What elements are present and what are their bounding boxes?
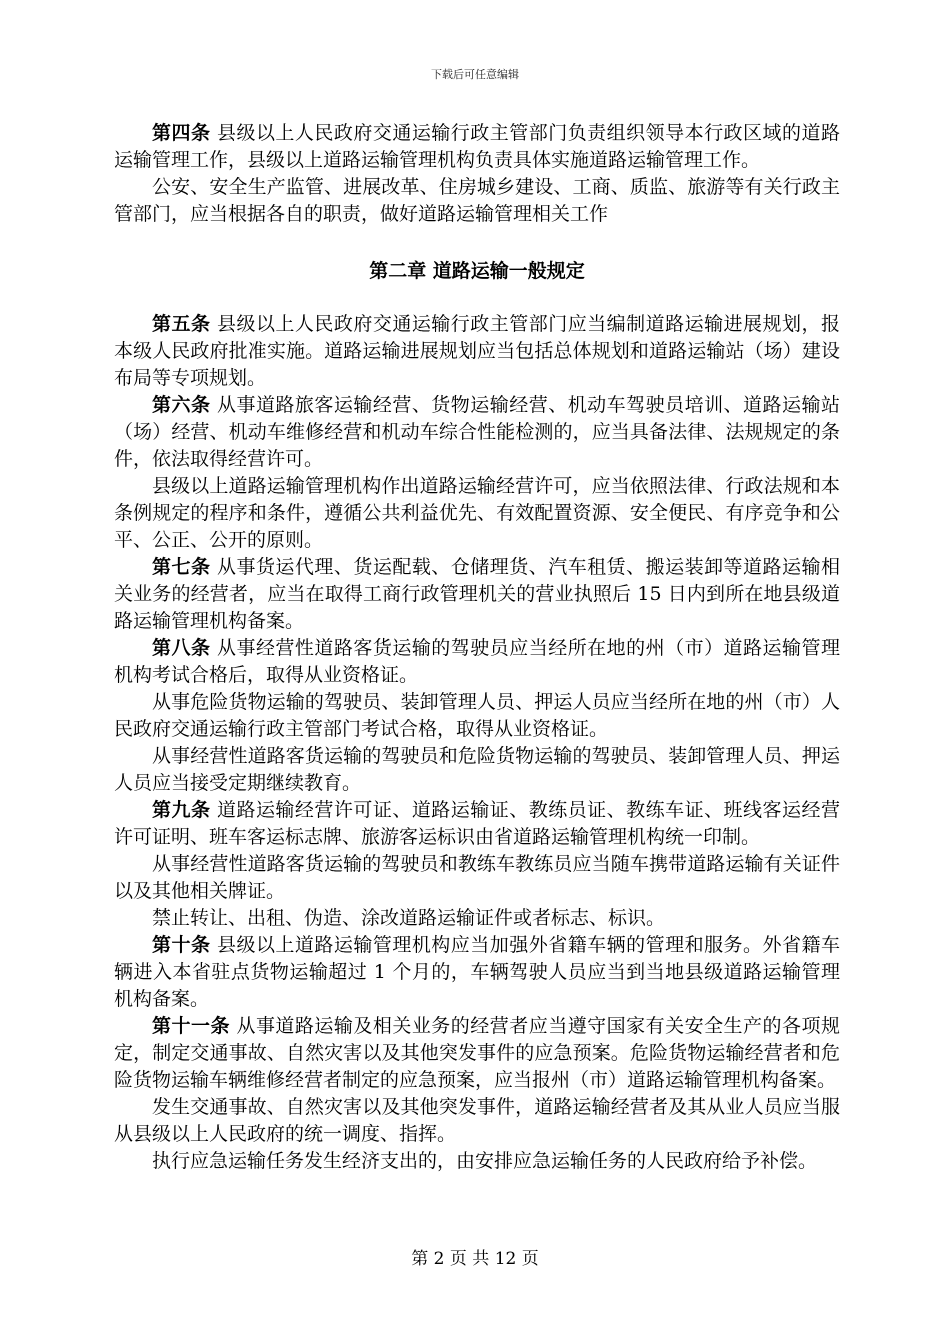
section-general-provisions xyxy=(114,120,840,228)
article-text: 从事经营性道路客货运输的驾驶员和危险货物运输的驾驶员、装卸管理人员、押运人员应当接受定期继续教育。 xyxy=(114,745,840,794)
article-paragraph xyxy=(114,797,840,851)
article-paragraph xyxy=(114,932,840,1013)
article-paragraph xyxy=(114,392,840,473)
article-number: 第八条 xyxy=(152,637,211,659)
article-paragraph xyxy=(114,851,840,905)
article-paragraph xyxy=(114,554,840,635)
article-paragraph xyxy=(114,905,840,932)
article-text: 道路运输经营许可证、道路运输证、教练员证、教练车证、班线客运经营许可证明、班车客运标志牌、旅游客运标识由省道路运输管理机构统一印制。 xyxy=(114,799,840,848)
article-number: 第九条 xyxy=(152,799,211,821)
article-text: 县级以上人民政府交通运输行政主管部门应当编制道路运输进展规划，报本级人民政府批准实施。道路运输进展规划应当包括总体规划和道路运输站（场）建设布局等专项规划。 xyxy=(114,313,840,389)
article-number: 第十条 xyxy=(152,934,211,956)
article-paragraph xyxy=(114,1094,840,1148)
article-text: 从事危险货物运输的驾驶员、装卸管理人员、押运人员应当经所在地的州（市）人民政府交通运输行政主管部门考试合格，取得从业资格证。 xyxy=(114,691,840,740)
article-text: 县级以上道路运输管理机构作出道路运输经营许可，应当依照法律、行政法规和本条例规定的程序和条件，遵循公共利益优先、有效配置资源、安全便民、有序竞争和公平、公正、公开的原则。 xyxy=(114,475,840,551)
article-text: 从事道路运输及相关业务的经营者应当遵守国家有关安全生产的各项规定，制定交通事故、自然灾害以及其他突发事件的应急预案。危险货物运输经营者和危险货物运输车辆维修经营者制定的应急预案，应当报州（市）道路运输管理机构备案。 xyxy=(114,1015,840,1091)
article-paragraph xyxy=(114,743,840,797)
article-text: 发生交通事故、自然灾害以及其他突发事件，道路运输经营者及其从业人员应当服从县级以上人民政府的统一调度、指挥。 xyxy=(114,1096,840,1145)
page-header: 下载后可任意编辑 xyxy=(431,68,519,81)
page-footer: 第 2 页 共 12 页 xyxy=(411,1249,539,1269)
article-paragraph xyxy=(114,473,840,554)
article-paragraph xyxy=(114,120,840,174)
article-text: 县级以上道路运输管理机构应当加强外省籍车辆的管理和服务。外省籍车辆进入本省驻点货物运输超过 1 个月的，车辆驾驶人员应当到当地县级道路运输管理机构备案。 xyxy=(114,934,840,1010)
article-text: 禁止转让、出租、伪造、涂改道路运输证件或者标志、标识。 xyxy=(152,907,666,929)
article-number: 第五条 xyxy=(152,313,211,335)
article-number: 第十一条 xyxy=(152,1015,230,1037)
article-paragraph xyxy=(114,689,840,743)
document-body xyxy=(114,120,840,1175)
article-number: 第七条 xyxy=(152,556,211,578)
article-text: 从事经营性道路客货运输的驾驶员应当经所在地的州（市）道路运输管理机构考试合格后，取得从业资格证。 xyxy=(114,637,840,686)
section-road-transport-rules xyxy=(114,311,840,1175)
article-number: 第四条 xyxy=(152,122,211,144)
article-paragraph xyxy=(114,1148,840,1175)
article-text: 执行应急运输任务发生经济支出的，由安排应急运输任务的人民政府给予补偿。 xyxy=(152,1150,818,1172)
article-paragraph xyxy=(114,1013,840,1094)
article-text: 从事货运代理、货运配载、仓储理货、汽车租赁、搬运装卸等道路运输相关业务的经营者，应当在取得工商行政管理机关的营业执照后 15 日内到所在地县级道路运输管理机构备案。 xyxy=(114,556,840,632)
article-paragraph xyxy=(114,635,840,689)
article-paragraph xyxy=(114,174,840,228)
article-paragraph xyxy=(114,311,840,392)
chapter-title: 第二章 道路运输一般规定 xyxy=(369,260,585,282)
article-number: 第六条 xyxy=(152,394,211,416)
article-text: 从事道路旅客运输经营、货物运输经营、机动车驾驶员培训、道路运输站（场）经营、机动车维修经营和机动车综合性能检测的，应当具备法律、法规规定的条件，依法取得经营许可。 xyxy=(114,394,840,470)
article-text: 从事经营性道路客货运输的驾驶员和教练车教练员应当随车携带道路运输有关证件以及其他相关牌证。 xyxy=(114,853,840,902)
article-text: 县级以上人民政府交通运输行政主管部门负责组织领导本行政区域的道路运输管理工作，县级以上道路运输管理机构负责具体实施道路运输管理工作。 xyxy=(114,122,840,171)
article-text: 公安、安全生产监管、进展改革、住房城乡建设、工商、质监、旅游等有关行政主管部门，应当根据各自的职责，做好道路运输管理相关工作 xyxy=(114,176,840,225)
